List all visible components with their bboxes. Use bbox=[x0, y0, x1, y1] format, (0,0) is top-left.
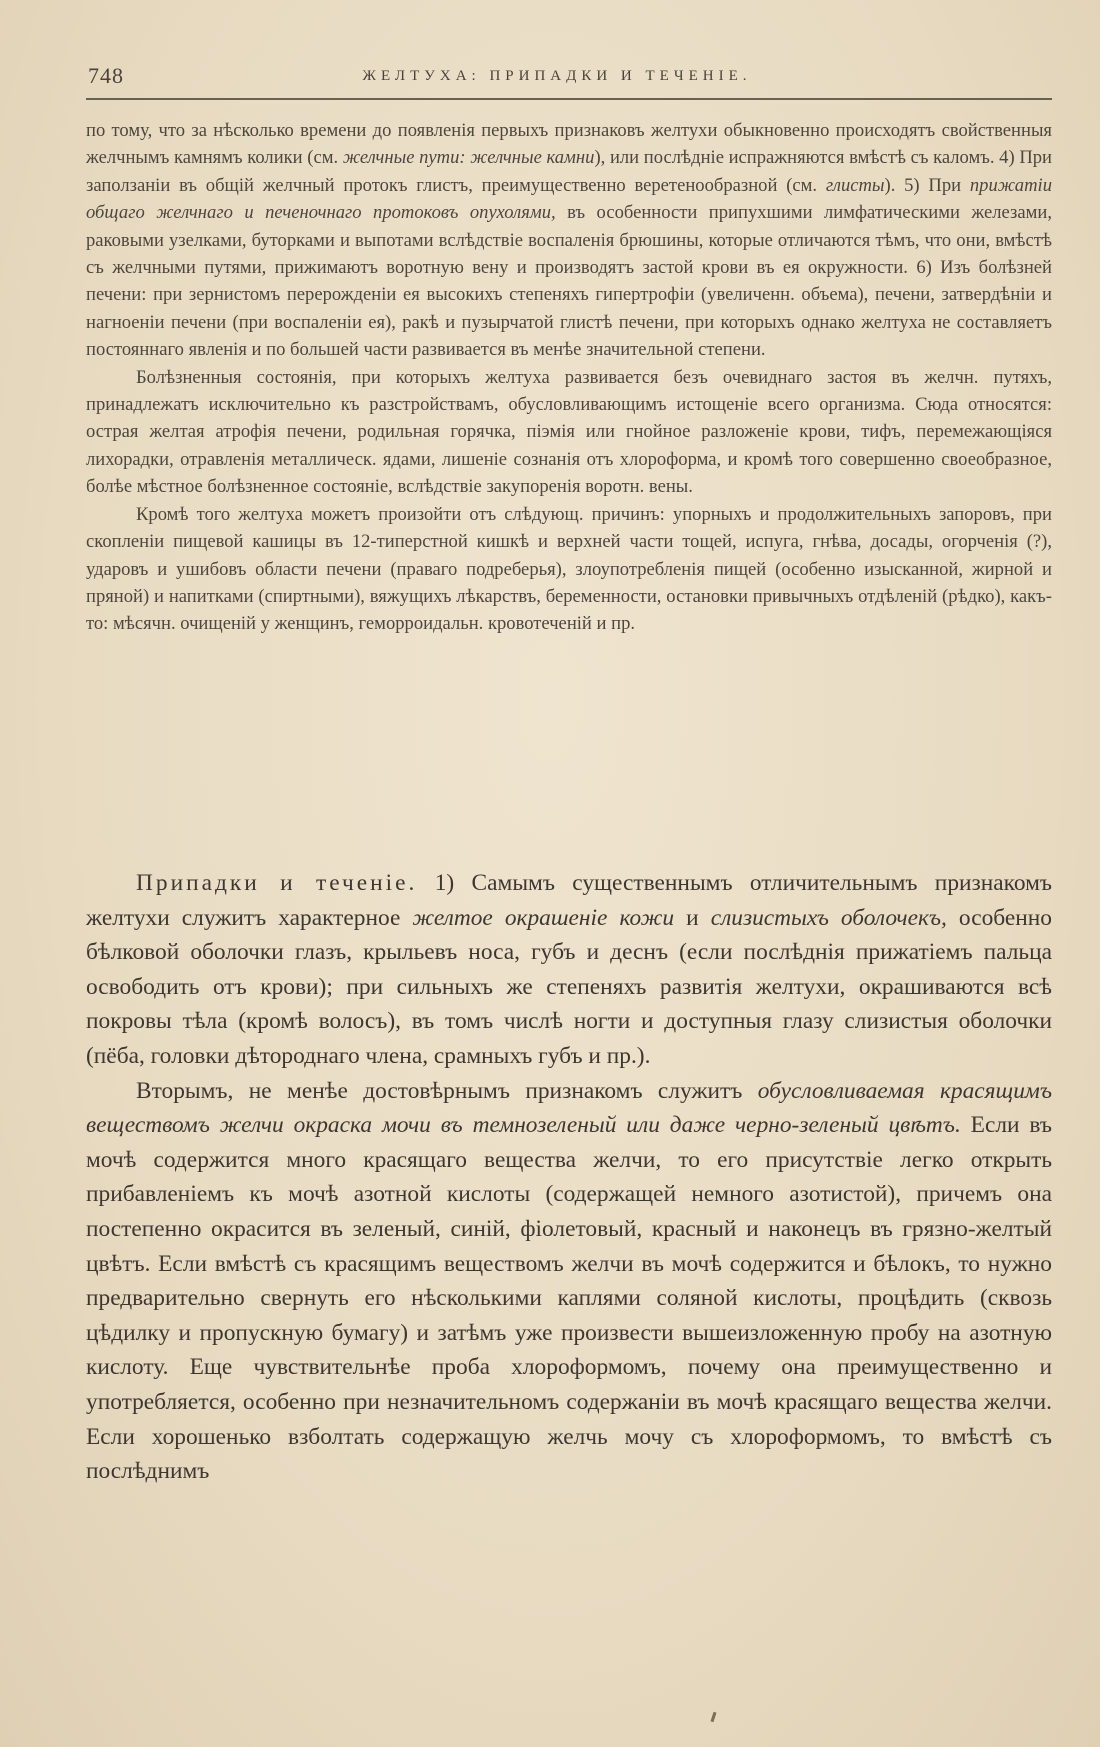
text-run: 1) Самымъ существеннымъ отличительнымъ признакомъ желтухи служитъ характерное bbox=[86, 870, 1052, 931]
text-run: ), или послѣдніе испражняются вмѣстѣ съ каломъ. 4) При заползаніи въ общій желчный протокъ глистъ, преимущественно веретенообразной (см. bbox=[86, 147, 1052, 196]
page-number: 748 bbox=[88, 63, 124, 88]
print-mark bbox=[711, 1712, 717, 1722]
emphasis: желтое окрашеніе кожи bbox=[412, 904, 675, 931]
paragraph-symptoms bbox=[86, 866, 1052, 1074]
emphasis: прижатіи общаго желчнаго и печеночнаго протоковъ опухолями, bbox=[86, 174, 1052, 224]
text-run: и bbox=[674, 904, 711, 931]
cross-reference: глисты bbox=[825, 174, 885, 196]
text-run: особенно бѣлковой оболочки глазъ, крыльевъ носа, губъ и деснъ (если послѣднія прижатіемъ пальца освободить отъ крови); при сильныхъ же степеняхъ развитія желтухи, окрашиваются всѣ покровы тѣла (кромѣ волосъ), въ томъ числѣ ногти и доступныя глазу слизистыя оболочки (пёба, головки дѣтороднаго члена, срамныхъ губъ и пр.). bbox=[86, 904, 1052, 1069]
cross-reference: желчные пути: желчные камни bbox=[342, 147, 595, 169]
running-title: ЖЕЛТУХА: ПРИПАДКИ И ТЕЧЕНІЕ. bbox=[362, 67, 752, 84]
emphasis: обусловливаемая красящимъ веществомъ желчи окраска мочи въ темнозеленый или даже черно-зеленый цвѣтъ. bbox=[86, 1077, 1052, 1139]
text-run: Если въ мочѣ содержится много красящаго вещества желчи, то его присутствіе легко открыть прибавленіемъ къ мочѣ азотной кислоты (содержащей немного азотистой), причемъ она постепенно окрасится въ зеленый, синій, фіолетовый, красный и наконецъ въ грязно-желтый цвѣтъ. Если вмѣстѣ съ красящимъ веществомъ желчи въ мочѣ содержится и бѣлокъ, то нужно предварительно свернуть его нѣсколькими каплями соляной кислоты, процѣдить (сквозь цѣдилку и пропускную бумагу) и затѣмъ уже произвести вышеизложенную пробу на азотную кислоту. Еще чувствительнѣе проба хлороформомъ, почему она преимущественно и употребляется, особенно при незначительномъ содержаніи въ мочѣ красящаго вещества желчи. Если хорошенько взболтать содержащую желчь мочу съ хлороформомъ, то вмѣстѣ съ послѣднимъ bbox=[86, 1112, 1052, 1485]
paragraph-causes-continued bbox=[86, 117, 1052, 364]
emphasis: слизистыхъ оболочекъ, bbox=[710, 904, 947, 931]
main-print-section bbox=[86, 866, 1052, 1489]
text-run: Вторымъ, не менѣе достовѣрнымъ признакомъ служитъ bbox=[136, 1077, 758, 1104]
header-rule bbox=[86, 98, 1052, 100]
paragraph-urine bbox=[86, 1074, 1052, 1489]
page-header bbox=[88, 56, 1050, 96]
section-heading: Припадки и теченіе. bbox=[136, 870, 418, 896]
text-run: по тому, что за нѣсколько времени до появленія первыхъ признаковъ желтухи обыкновенно происходятъ свойственныя желчнымъ камнямъ колики (см. bbox=[86, 120, 1052, 169]
text-run: въ особенности припухшими лимфатическими железами, раковыми узелками, буторками и выпотами вслѣдствіе воспаленія брюшины, которые отличаются тѣмъ, что они, вмѣстѣ съ желчными путями, прижимаютъ воротную вену и производятъ застой крови въ ея окружности. 6) Изъ болѣзней печени: при зернистомъ перерожденіи ея высокихъ степеняхъ гипертрофіи (увеличенн. объема), печени, затвердѣніи и нагноеніи печени (при воспаленіи ея), ракѣ и пузырчатой глистѣ печени, при которыхъ однако желтуха не составляетъ постояннаго явленія и по большей части развивается въ менѣе значительной степени. bbox=[86, 202, 1052, 361]
paragraph-morbid-states: Болѣзненныя состоянія, при которыхъ желтуха развивается безъ очевиднаго застоя въ желчн. путяхъ, принадлежатъ исключительно къ разстройствамъ, обусловливающимъ истощеніе всего организма. Сюда относятся: острая желтая атрофія печени, родильная горячка, піэмія или гнойное разложеніе крови, тифъ, перемежающіяся лихорадки, отравленія металлическ. ядами, лишеніе сознанія отъ хлороформа, и кромѣ того совершенно своеобразное, болѣе мѣстное болѣзненное состояніе, вслѣдствіе закупоренія воротн. вены. bbox=[86, 366, 1052, 498]
text-run: ). 5) При bbox=[884, 174, 970, 196]
small-print-section bbox=[86, 117, 1052, 638]
paragraph-other-causes: Кромѣ того желтуха можетъ произойти отъ слѣдующ. причинъ: упорныхъ и продолжительныхъ запоровъ, при скопленіи пищевой кашицы въ 12-типерстной кишкѣ и верхней части тощей, испуга, гнѣва, досады, огорченія (?), ударовъ и ушибовъ области печени (праваго подреберья), злоупотребленія пищей (особенно изысканной, жирной и пряной) и напитками (спиртными), вяжущихъ лѣкарствъ, беременности, остановки привычныхъ отдѣленій (рѣдко), какъ-то: мѣсячн. очищеній у женщинъ, геморроидальн. кровотеченій и пр. bbox=[86, 503, 1052, 635]
